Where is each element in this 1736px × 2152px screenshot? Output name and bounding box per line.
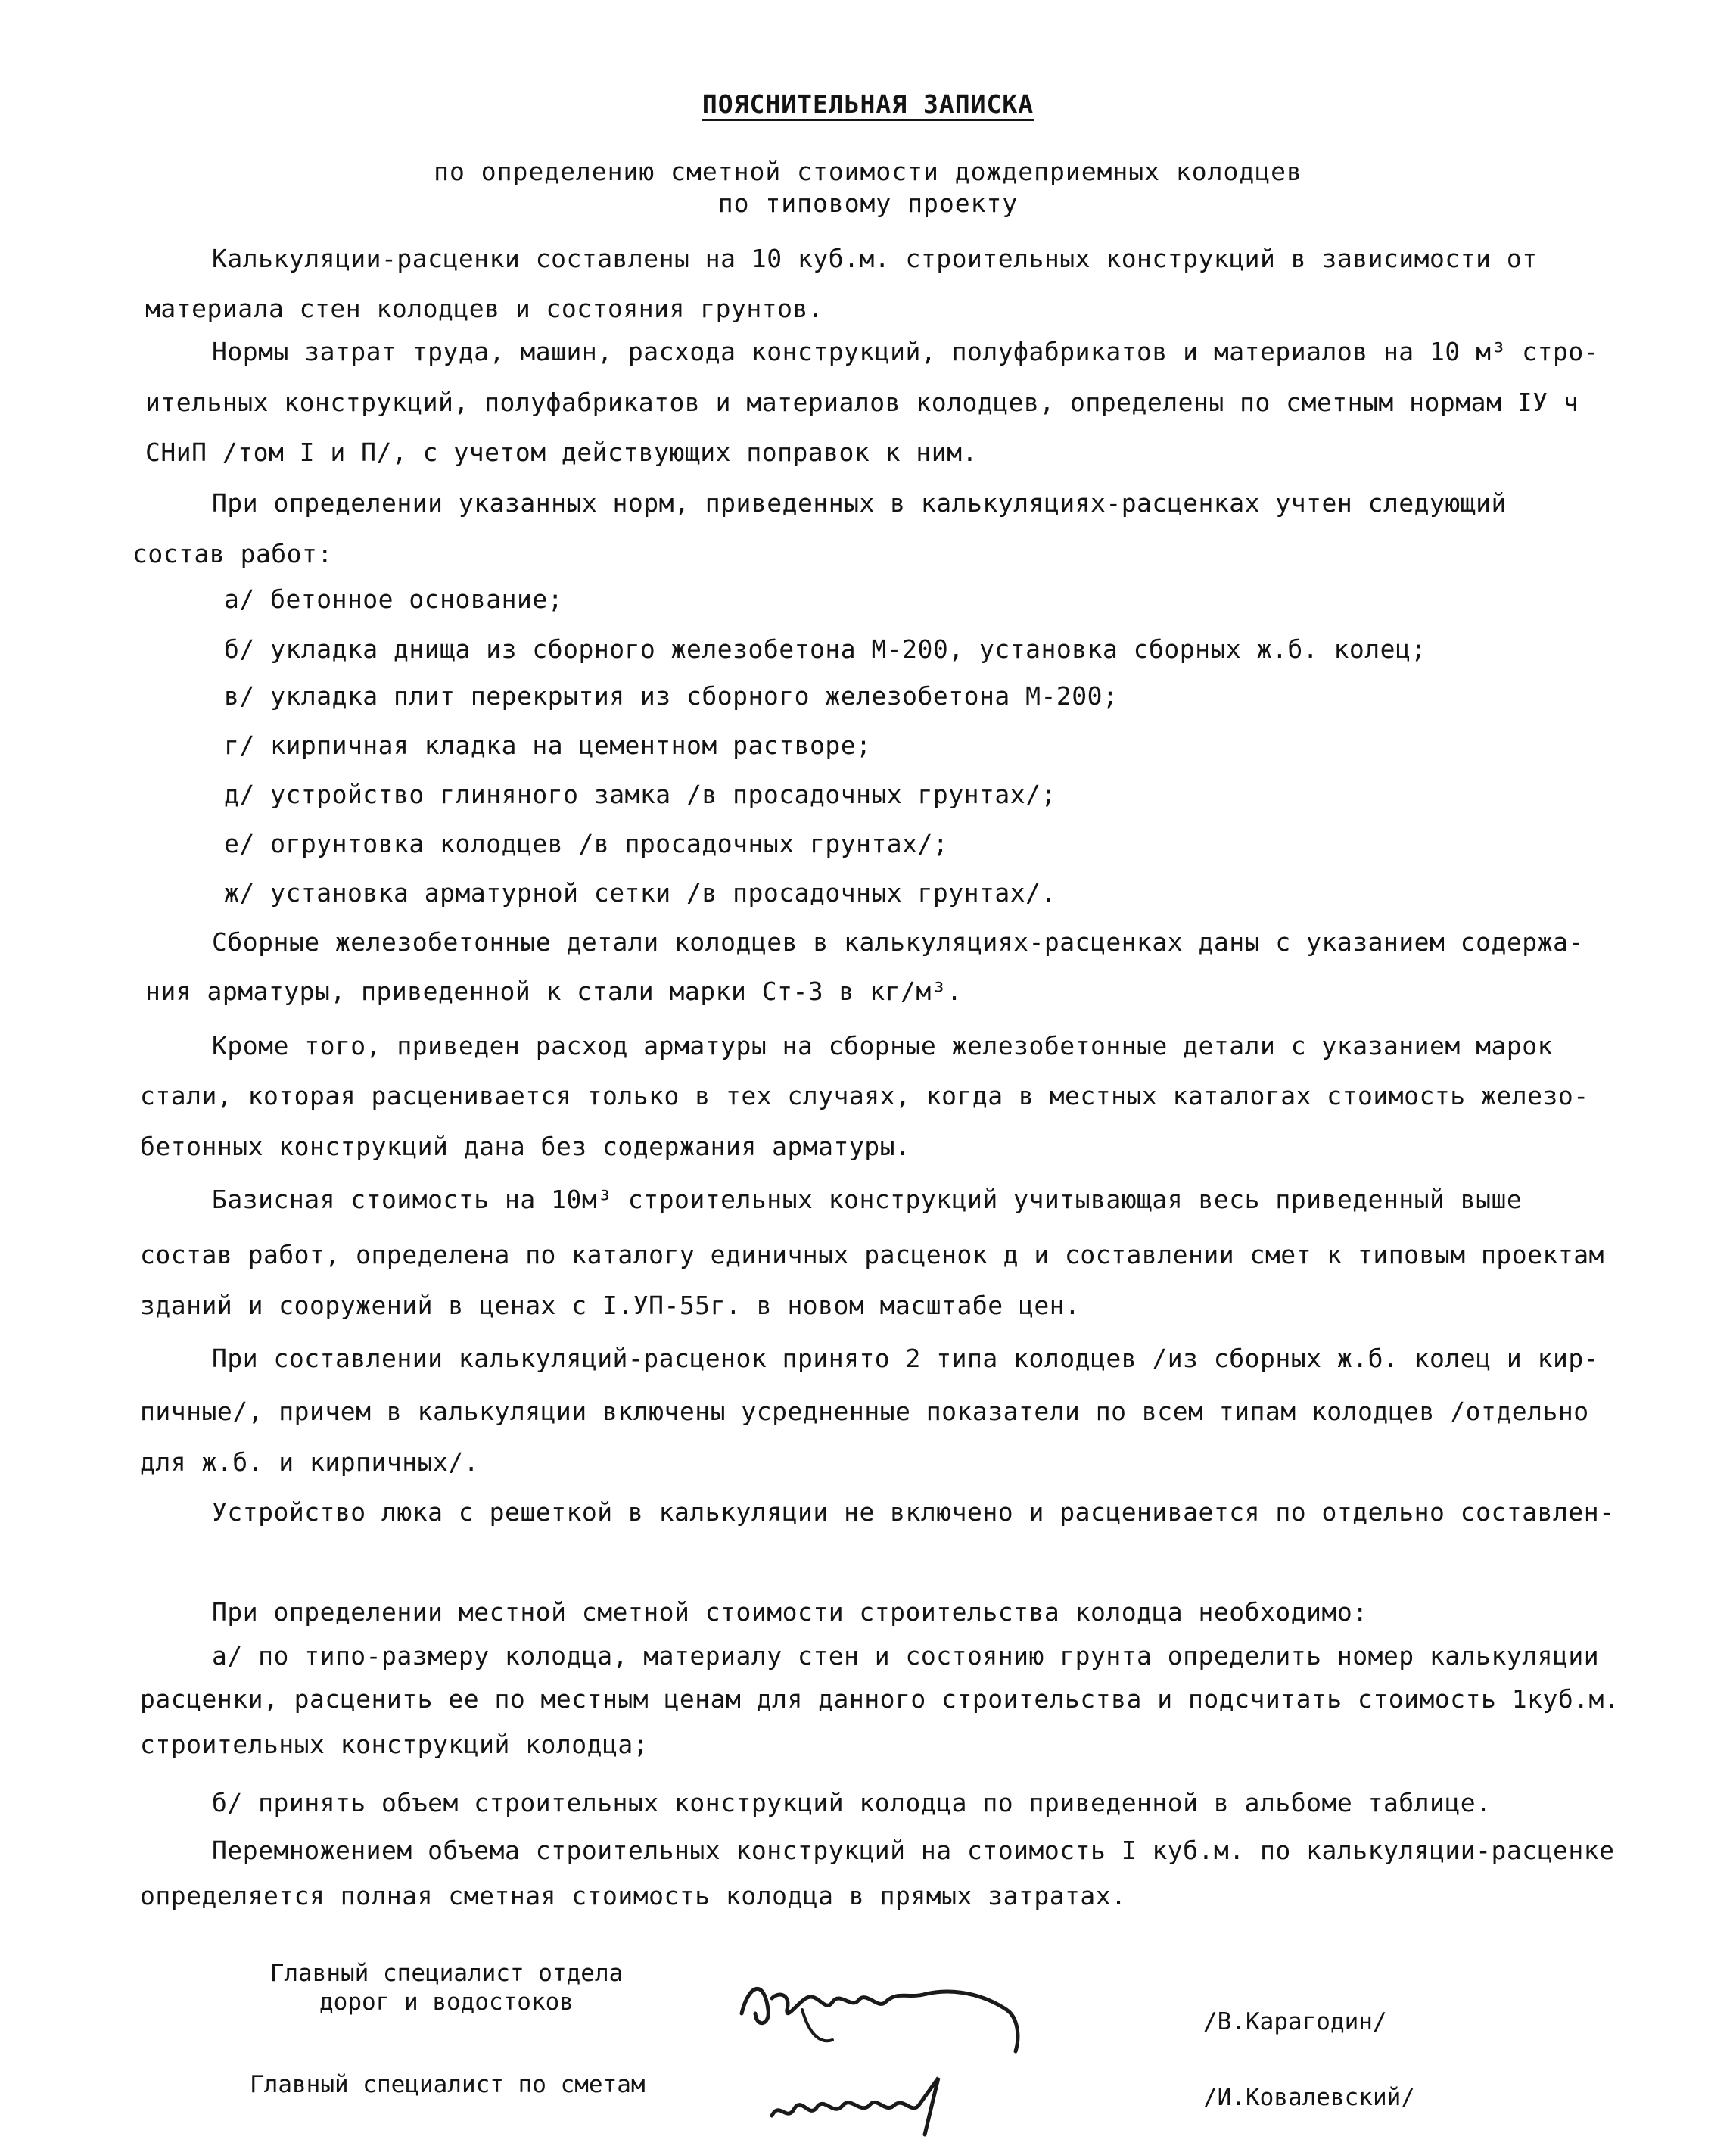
- list-item-e: е/ огрунтовка колодцев /в просадочных грунтах/;: [224, 829, 949, 858]
- body-line-28: а/ по типо-размеру колодца, материалу стен и состоянию грунта определить номер калькуляции: [212, 1641, 1600, 1671]
- body-line-2: материала стен колодцев и состояния грунтов.: [145, 294, 824, 323]
- signature-role-1-line-1: Главный специалист отдела: [269, 1960, 624, 1987]
- body-line-23: При составлении калькуляций-расценок принято 2 типа колодцев /из сборных ж.б. колец и кир-: [212, 1344, 1600, 1373]
- body-line-30: строительных конструкций колодца;: [140, 1730, 649, 1759]
- body-line-26: Устройство люка с решеткой в калькуляции не включено и расценивается по отдельно составлен-: [212, 1497, 1615, 1527]
- body-line-31: б/ принять объем строительных конструкций колодца по приведенной в альбоме таблице.: [212, 1788, 1492, 1817]
- body-line-18: стали, которая расценивается только в тех случаях, когда в местных каталогах стоимость железо-: [140, 1081, 1589, 1110]
- body-line-25: для ж.б. и кирпичных/.: [140, 1447, 480, 1477]
- signature-name-1: /В.Карагодин/: [1203, 2008, 1387, 2035]
- list-item-d: д/ устройство глиняного замка /в просадочных грунтах/;: [224, 780, 1056, 809]
- signature-role-1-line-2: дорог и водостоков: [319, 1988, 574, 2016]
- list-item-b: б/ укладка днища из сборного железобетона М-200, установка сборных ж.б. колец;: [224, 634, 1426, 664]
- body-line-17: Кроме того, приведен расход арматуры на сборные железобетонные детали с указанием марок: [212, 1031, 1553, 1060]
- body-line-1: Калькуляции-расценки составлены на 10 куб.м. строительных конструкций в зависимости от: [212, 244, 1538, 273]
- subtitle-line-1: по определению сметной стоимости дождеприемных колодцев: [434, 157, 1302, 186]
- document-title: [0, 89, 1736, 119]
- list-item-v: в/ укладка плит перекрытия из сборного железобетона М-200;: [224, 681, 1118, 711]
- signature-role-1: [250, 1959, 643, 2017]
- body-line-33: определяется полная сметная стоимость колодца в прямых затратах.: [140, 1881, 1127, 1911]
- body-line-15: Сборные железобетонные детали колодцев в калькуляциях-расценках даны с указанием содержа-: [212, 927, 1584, 957]
- list-item-g: г/ кирпичная кладка на цементном растворе;: [224, 730, 872, 760]
- signature-role-2: Главный специалист по сметам: [250, 2071, 646, 2098]
- title-text: ПОЯСНИТЕЛЬНАЯ ЗАПИСКА: [702, 89, 1034, 119]
- handwritten-signature-2: [764, 2063, 961, 2138]
- body-line-16: ния арматуры, приведенной к стали марки Ст-3 в кг/м³.: [145, 976, 963, 1006]
- body-line-5: СНиП /том I и П/, с учетом действующих поправок к ним.: [145, 438, 978, 467]
- body-line-6: При определении указанных норм, приведенных в калькуляциях-расценках учтен следующий: [212, 488, 1507, 518]
- signature-name-2: /И.Ковалевский/: [1203, 2084, 1415, 2111]
- body-line-7: состав работ:: [132, 539, 333, 568]
- body-line-22: зданий и сооружений в ценах с I.УП-55г. в новом масштабе цен.: [140, 1291, 1081, 1320]
- list-item-a: а/ бетонное основание;: [224, 584, 564, 614]
- body-line-3: Нормы затрат труда, машин, расхода конструкций, полуфабрикатов и материалов на 10 м³ стро-: [212, 337, 1600, 366]
- body-line-29: расценки, расценить ее по местным ценам для данного строительства и подсчитать стоимость 1куб.м.: [140, 1684, 1620, 1714]
- list-item-zh: ж/ установка арматурной сетки /в просадочных грунтах/.: [224, 878, 1056, 908]
- body-line-27: При определении местной сметной стоимости строительства колодца необходимо:: [212, 1597, 1368, 1627]
- body-line-19: бетонных конструкций дана без содержания арматуры.: [140, 1132, 911, 1161]
- subtitle-line-2: по типовому проекту: [717, 188, 1019, 218]
- handwritten-signature-1: [734, 1968, 1029, 2059]
- body-line-4: ительных конструкций, полуфабрикатов и материалов колодцев, определены по сметным нормам IУ ч: [145, 388, 1579, 417]
- body-line-21: состав работ, определена по каталогу единичных расценок д и составлении смет к типовым проектам: [140, 1240, 1604, 1269]
- document-subtitle: [0, 156, 1736, 220]
- body-line-20: Базисная стоимость на 10м³ строительных конструкций учитывающая весь приведенный выше: [212, 1185, 1523, 1214]
- body-line-24: пичные/, причем в калькуляции включены усредненные показатели по всем типам колодцев /отдельно: [140, 1397, 1589, 1426]
- body-line-32: Перемножением объема строительных конструкций на стоимость I куб.м. по калькуляции-расценке: [212, 1836, 1615, 1865]
